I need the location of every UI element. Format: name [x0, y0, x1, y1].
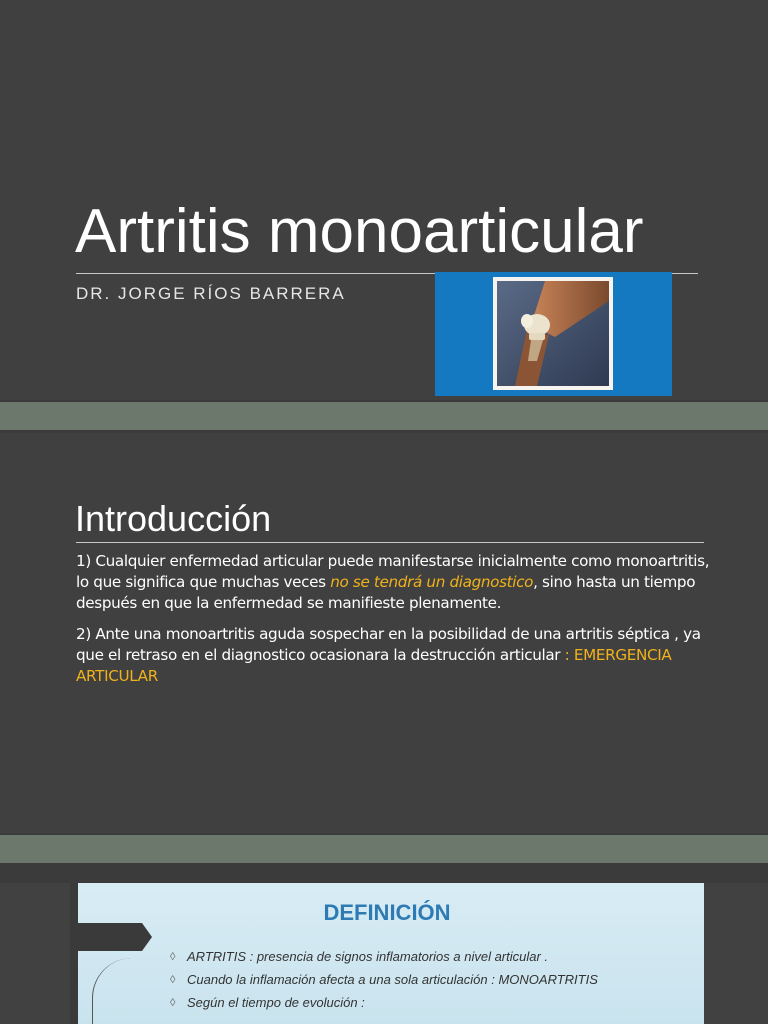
intro-body — [76, 551, 716, 697]
intro-paragraph-1 — [76, 551, 716, 614]
slide-introduction — [0, 433, 768, 833]
list-item — [170, 972, 690, 988]
list-item — [170, 949, 690, 965]
bullet-icon: ◊ — [170, 974, 176, 986]
intro-p1-highlight: no se tendrá un diagnostico — [330, 573, 534, 591]
list-item — [170, 995, 690, 1011]
intro-p2-highlight: : EMERGENCIA ARTICULAR — [76, 646, 672, 685]
slide-separator-stripe — [0, 402, 768, 430]
knee-image-panel — [435, 272, 672, 396]
slide-author: DR. JORGE RÍOS BARRERA — [76, 284, 346, 303]
knee-anatomy-image — [497, 281, 609, 386]
bullet-icon: ◊ — [170, 951, 176, 963]
intro-p2-text: 2) Ante una monoartritis aguda sospechar en la posibilidad de una artritis séptica , ya que el retraso en el diagnostico ocasionara la destrucción articular — [76, 625, 701, 664]
list-item-text: ARTRITIS : presencia de signos inflamatorios a nivel articular . — [187, 949, 549, 964]
arrow-tab-icon — [70, 923, 152, 951]
intro-heading: Introducción — [75, 498, 272, 539]
decorative-curve — [92, 958, 133, 1024]
intro-paragraph-2 — [76, 624, 716, 687]
knee-image-frame — [493, 277, 613, 390]
slide-definition — [70, 883, 704, 1024]
slide-title-heading: Artritis monoarticular — [75, 197, 644, 266]
list-item-text: Cuando la inflamación afecta a una sola articulación : MONOARTRITIS — [187, 972, 598, 987]
slide-separator — [0, 833, 768, 883]
intro-p1-text-end: , sino hasta un tiempo después en que la enfermedad se manifieste plenamente. — [76, 573, 696, 612]
slide-separator-stripe — [0, 835, 768, 863]
definition-heading: DEFINICIÓN — [323, 900, 451, 925]
definition-list — [170, 949, 690, 1018]
intro-divider — [76, 542, 704, 543]
slide-title — [0, 0, 768, 400]
bullet-icon: ◊ — [170, 997, 176, 1009]
slide-separator — [0, 400, 768, 433]
list-item-text: Según el tiempo de evolución : — [187, 995, 365, 1010]
intro-p1-text: 1) Cualquier enfermedad articular puede manifestarse inicialmente como monoartritis, lo que significa que muchas veces — [76, 552, 710, 591]
